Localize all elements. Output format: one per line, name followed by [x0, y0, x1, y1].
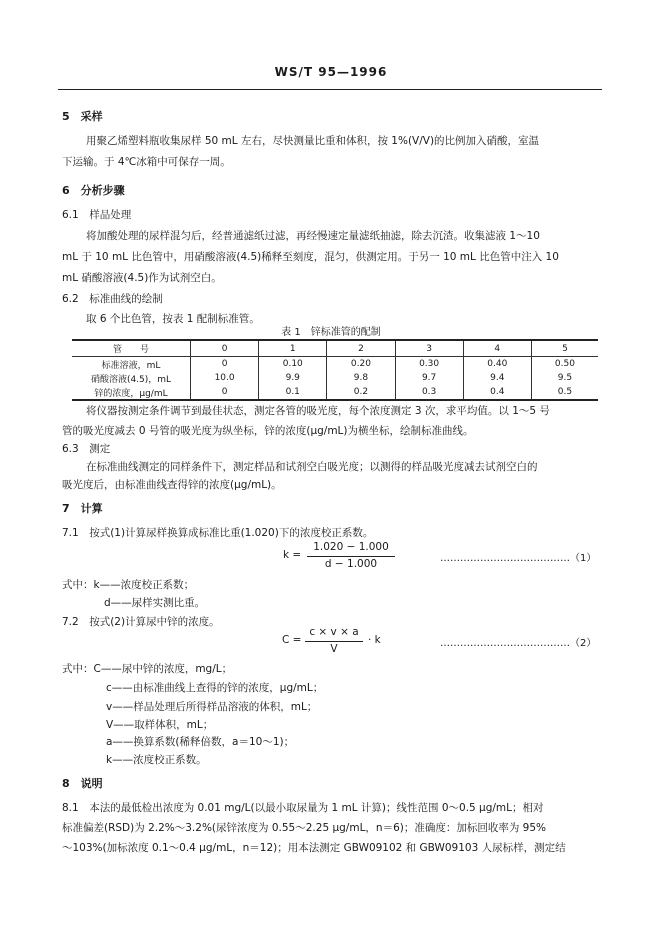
- table-cell: 9.7: [395, 371, 463, 385]
- section-6-1-para-line3: mL 硝酸溶液(4.5)作为试剂空白。: [62, 272, 222, 284]
- table-cell: 锌的浓度，μg/mL: [72, 385, 191, 400]
- table-header-cell: 5: [531, 340, 598, 357]
- section-6-1-para-line1: 将加酸处理的尿样混匀后，经普通滤纸过滤，再经慢速定量滤纸抽滤，除去沉渣。收集滤液 1～10: [86, 230, 540, 242]
- table-header-cell: 1: [259, 340, 327, 357]
- section-7-2-title: 7.2 按式(2)计算尿中锌的浓度。: [62, 616, 220, 628]
- header-rule: [58, 89, 602, 90]
- table-cell: 0: [191, 385, 259, 400]
- section-6-2-para2-line2: 管的吸光度减去 0 号管的吸光度为纵坐标，锌的浓度(μg/mL)为横坐标，绘制标准曲线。: [62, 425, 474, 437]
- table-cell: 9.4: [463, 371, 531, 385]
- where-2-line4: V——取样体积，mL；: [106, 719, 214, 731]
- formula-2-tag: …………………………………（2）: [440, 638, 597, 649]
- section-6-2-para2-line1: 将仪器按测定条件调节到最佳状态，测定各管的吸光度，每个浓度测定 3 次，求平均值。以 1～5 号: [86, 405, 550, 417]
- section-8-1-line3: ～103%(加标浓度 0.1～0.4 μg/mL，n＝12)；用本法测定 GBW09102 和 GBW09103 人尿标样，测定结: [62, 842, 566, 854]
- where-1-line1: 式中：k——浓度校正系数；: [62, 579, 195, 591]
- table-cell: 0.3: [395, 385, 463, 400]
- table-row: [72, 371, 598, 385]
- section-6-1-para-line2: mL 于 10 mL 比色管中，用硝酸溶液(4.5)稀释至刻度，混匀，供测定用。于另一 10 mL 比色管中注入 10: [62, 251, 559, 263]
- section-7-1-title: 7.1 按式(1)计算尿样换算成标准比重(1.020)下的浓度校正系数。: [62, 527, 374, 539]
- table-cell: 0.10: [259, 357, 327, 372]
- formula-1-fraction-bar: [307, 556, 395, 557]
- table-cell: 9.5: [531, 371, 598, 385]
- section-6-2-title: 6.2 标准曲线的绘制: [62, 293, 163, 305]
- table-cell: 0.4: [463, 385, 531, 400]
- formula-1-tag: …………………………………（1）: [440, 553, 597, 564]
- table-caption: 表 1 锌标准管的配制: [281, 327, 381, 338]
- section-5-title: 5 采样: [62, 110, 103, 123]
- section-7-title: 7 计算: [62, 502, 103, 515]
- formula-2-rhs: · k: [368, 634, 381, 646]
- section-5-para-line2: 下运输。于 4℃冰箱中可保存一周。: [62, 156, 231, 168]
- table-header-cell: 3: [395, 340, 463, 357]
- zinc-standard-table: [72, 339, 598, 401]
- table-cell: 标准溶液，mL: [72, 357, 191, 372]
- standard-header: WS/T 95—1996: [274, 65, 388, 79]
- table-cell: 10.0: [191, 371, 259, 385]
- table-row: [72, 385, 598, 400]
- table-cell: 0.5: [531, 385, 598, 400]
- table-header-cell: 2: [327, 340, 395, 357]
- table-header-row: [72, 340, 598, 357]
- section-5-para-line1: 用聚乙烯塑料瓶收集尿样 50 mL 左右，尽快测量比重和体积，按 1%(V/V)的比例加入硝酸，室温: [86, 135, 540, 147]
- formula-1-numerator: 1.020 − 1.000: [313, 541, 389, 553]
- table-cell: 9.8: [327, 371, 395, 385]
- formula-2-lhs: C =: [282, 634, 302, 646]
- formula-1-denominator: d − 1.000: [324, 558, 378, 570]
- formula-2-denominator: V: [330, 643, 338, 655]
- where-2-line3: v——样品处理后所得样品溶液的体积，mL；: [106, 701, 318, 713]
- table-cell: 0.50: [531, 357, 598, 372]
- table-cell: 0.20: [327, 357, 395, 372]
- table-header-cell: 管 号: [72, 340, 191, 357]
- table-cell: 硝酸溶液(4.5)，mL: [72, 371, 191, 385]
- section-8-title: 8 说明: [62, 777, 103, 790]
- table-row: [72, 357, 598, 372]
- section-6-1-title: 6.1 样品处理: [62, 209, 132, 221]
- section-6-3-title: 6.3 测定: [62, 443, 111, 455]
- table-cell: 0.40: [463, 357, 531, 372]
- section-6-2-para-line1: 取 6 个比色管，按表 1 配制标准管。: [86, 313, 260, 325]
- table-cell: 0.1: [259, 385, 327, 400]
- formula-2-fraction-bar: [305, 641, 363, 642]
- where-2-line1: 式中：C——尿中锌的浓度，mg/L；: [62, 663, 233, 675]
- where-2-line5: a——换算系数(稀释倍数，a＝10～1)；: [106, 736, 295, 748]
- table-cell: 0.2: [327, 385, 395, 400]
- section-6-title: 6 分析步骤: [62, 184, 125, 197]
- where-1-line2: d——尿样实测比重。: [104, 597, 206, 609]
- where-2-line2: c——由标准曲线上查得的锌的浓度，μg/mL；: [106, 682, 324, 694]
- section-6-3-para-line2: 吸光度后，由标准曲线查得锌的浓度(μg/mL)。: [62, 479, 282, 491]
- section-8-1-line1: 8.1 本法的最低检出浓度为 0.01 mg/L(以最小取尿量为 1 mL 计算)；线性范围 0～0.5 μg/mL；相对: [62, 802, 544, 814]
- formula-1-lhs: k =: [283, 549, 302, 561]
- table-header-cell: 4: [463, 340, 531, 357]
- table-cell: 9.9: [259, 371, 327, 385]
- section-8-1-line2: 标准偏差(RSD)为 2.2%～3.2%(尿锌浓度为 0.55～2.25 μg/mL，n＝6)；准确度：加标回收率为 95%: [62, 822, 547, 834]
- section-6-3-para-line1: 在标准曲线测定的同样条件下，测定样品和试剂空白吸光度；以测得的样品吸光度减去试剂空白的: [86, 461, 538, 473]
- where-2-line6: k——浓度校正系数。: [106, 754, 207, 766]
- table-cell: 0.30: [395, 357, 463, 372]
- table-header-cell: 0: [191, 340, 259, 357]
- table-cell: 0: [191, 357, 259, 372]
- formula-2-numerator: c × v × a: [309, 626, 359, 638]
